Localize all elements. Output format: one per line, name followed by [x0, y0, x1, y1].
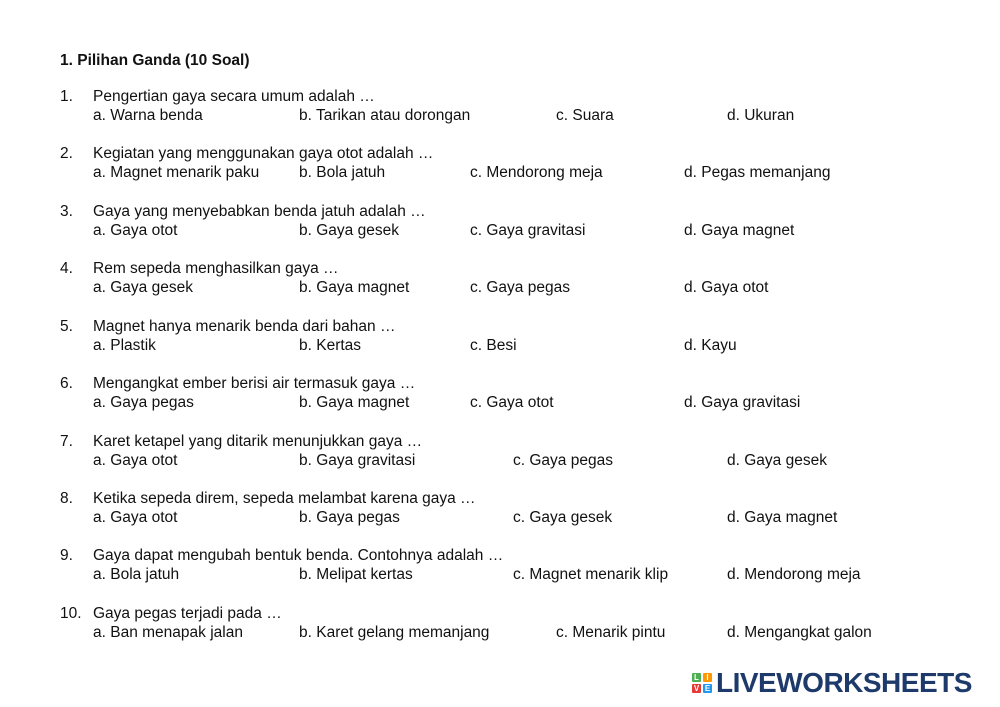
- option-c: c. Gaya otot: [470, 394, 554, 411]
- option-c: c. Besi: [470, 337, 517, 354]
- option-c: c. Gaya pegas: [513, 452, 613, 469]
- logo-mark-icon: [692, 673, 712, 693]
- option-b: b. Gaya pegas: [299, 509, 400, 526]
- question-text: Karet ketapel yang ditarik menunjukkan gaya …: [93, 433, 423, 450]
- option-b: b. Gaya magnet: [299, 394, 410, 411]
- question-8: [60, 490, 960, 530]
- question-6: [60, 375, 960, 415]
- logo-letter-e: E: [704, 684, 711, 693]
- option-a: a. Magnet menarik paku: [93, 164, 260, 181]
- option-b: b. Bola jatuh: [299, 164, 386, 181]
- question-1: [60, 88, 960, 128]
- question-text: Ketika sepeda direm, sepeda melambat karena gaya …: [93, 490, 476, 507]
- question-number: 2.: [60, 145, 73, 162]
- question-9: [60, 547, 960, 587]
- option-c: c. Gaya gravitasi: [470, 222, 586, 239]
- question-number: 4.: [60, 260, 73, 277]
- option-d: d. Gaya otot: [684, 279, 769, 296]
- option-a: a. Gaya otot: [93, 452, 178, 469]
- option-c: c. Menarik pintu: [556, 624, 666, 641]
- option-c: c. Mendorong meja: [470, 164, 603, 181]
- question-text: Gaya dapat mengubah bentuk benda. Contohnya adalah …: [93, 547, 504, 564]
- option-d: d. Mendorong meja: [727, 566, 861, 583]
- option-b: b. Gaya gesek: [299, 222, 399, 239]
- question-number: 6.: [60, 375, 73, 392]
- question-text: Gaya yang menyebabkan benda jatuh adalah …: [93, 203, 426, 220]
- question-3: [60, 203, 960, 243]
- question-number: 8.: [60, 490, 73, 507]
- question-number: 1.: [60, 88, 73, 105]
- option-c: c. Magnet menarik klip: [513, 566, 669, 583]
- option-a: a. Bola jatuh: [93, 566, 180, 583]
- question-10: [60, 605, 960, 645]
- question-number: 5.: [60, 318, 73, 335]
- question-text: Mengangkat ember berisi air termasuk gaya …: [93, 375, 416, 392]
- option-b: b. Kertas: [299, 337, 362, 354]
- option-b: b. Tarikan atau dorongan: [299, 107, 471, 124]
- option-c: c. Gaya pegas: [470, 279, 570, 296]
- question-text: Magnet hanya menarik benda dari bahan …: [93, 318, 396, 335]
- option-d: d. Kayu: [684, 337, 737, 354]
- question-7: [60, 433, 960, 473]
- option-a: a. Ban menapak jalan: [93, 624, 243, 641]
- option-c: c. Gaya gesek: [513, 509, 613, 526]
- option-b: b. Melipat kertas: [299, 566, 413, 583]
- option-a: a. Gaya otot: [93, 222, 178, 239]
- option-a: a. Gaya pegas: [93, 394, 194, 411]
- section-heading: 1. Pilihan Ganda (10 Soal): [60, 52, 250, 69]
- option-d: d. Gaya magnet: [727, 509, 838, 526]
- option-c: c. Suara: [556, 107, 614, 124]
- logo-letter-v: V: [693, 684, 700, 693]
- question-text: Pengertian gaya secara umum adalah …: [93, 88, 375, 105]
- liveworksheets-logo: [692, 668, 972, 698]
- option-d: d. Gaya magnet: [684, 222, 795, 239]
- option-d: d. Gaya gesek: [727, 452, 827, 469]
- option-a: a. Plastik: [93, 337, 156, 354]
- option-b: b. Gaya gravitasi: [299, 452, 416, 469]
- question-text: Gaya pegas terjadi pada …: [93, 605, 282, 622]
- question-number: 7.: [60, 433, 73, 450]
- option-a: a. Gaya otot: [93, 509, 178, 526]
- option-d: d. Pegas memanjang: [684, 164, 831, 181]
- question-2: [60, 145, 960, 185]
- question-4: [60, 260, 960, 300]
- logo-letter-l: L: [692, 673, 701, 682]
- option-b: b. Gaya magnet: [299, 279, 410, 296]
- option-b: b. Karet gelang memanjang: [299, 624, 490, 641]
- option-d: d. Gaya gravitasi: [684, 394, 801, 411]
- question-number: 10.: [60, 605, 82, 622]
- question-number: 9.: [60, 547, 73, 564]
- question-number: 3.: [60, 203, 73, 220]
- option-a: a. Gaya gesek: [93, 279, 193, 296]
- question-5: [60, 318, 960, 358]
- logo-text: LIVEWORKSHEETS: [716, 667, 972, 698]
- question-text: Rem sepeda menghasilkan gaya …: [93, 260, 339, 277]
- option-a: a. Warna benda: [93, 107, 203, 124]
- option-d: d. Ukuran: [727, 107, 795, 124]
- question-text: Kegiatan yang menggunakan gaya otot adalah …: [93, 145, 434, 162]
- logo-letter-i: I: [703, 673, 712, 682]
- option-d: d. Mengangkat galon: [727, 624, 872, 641]
